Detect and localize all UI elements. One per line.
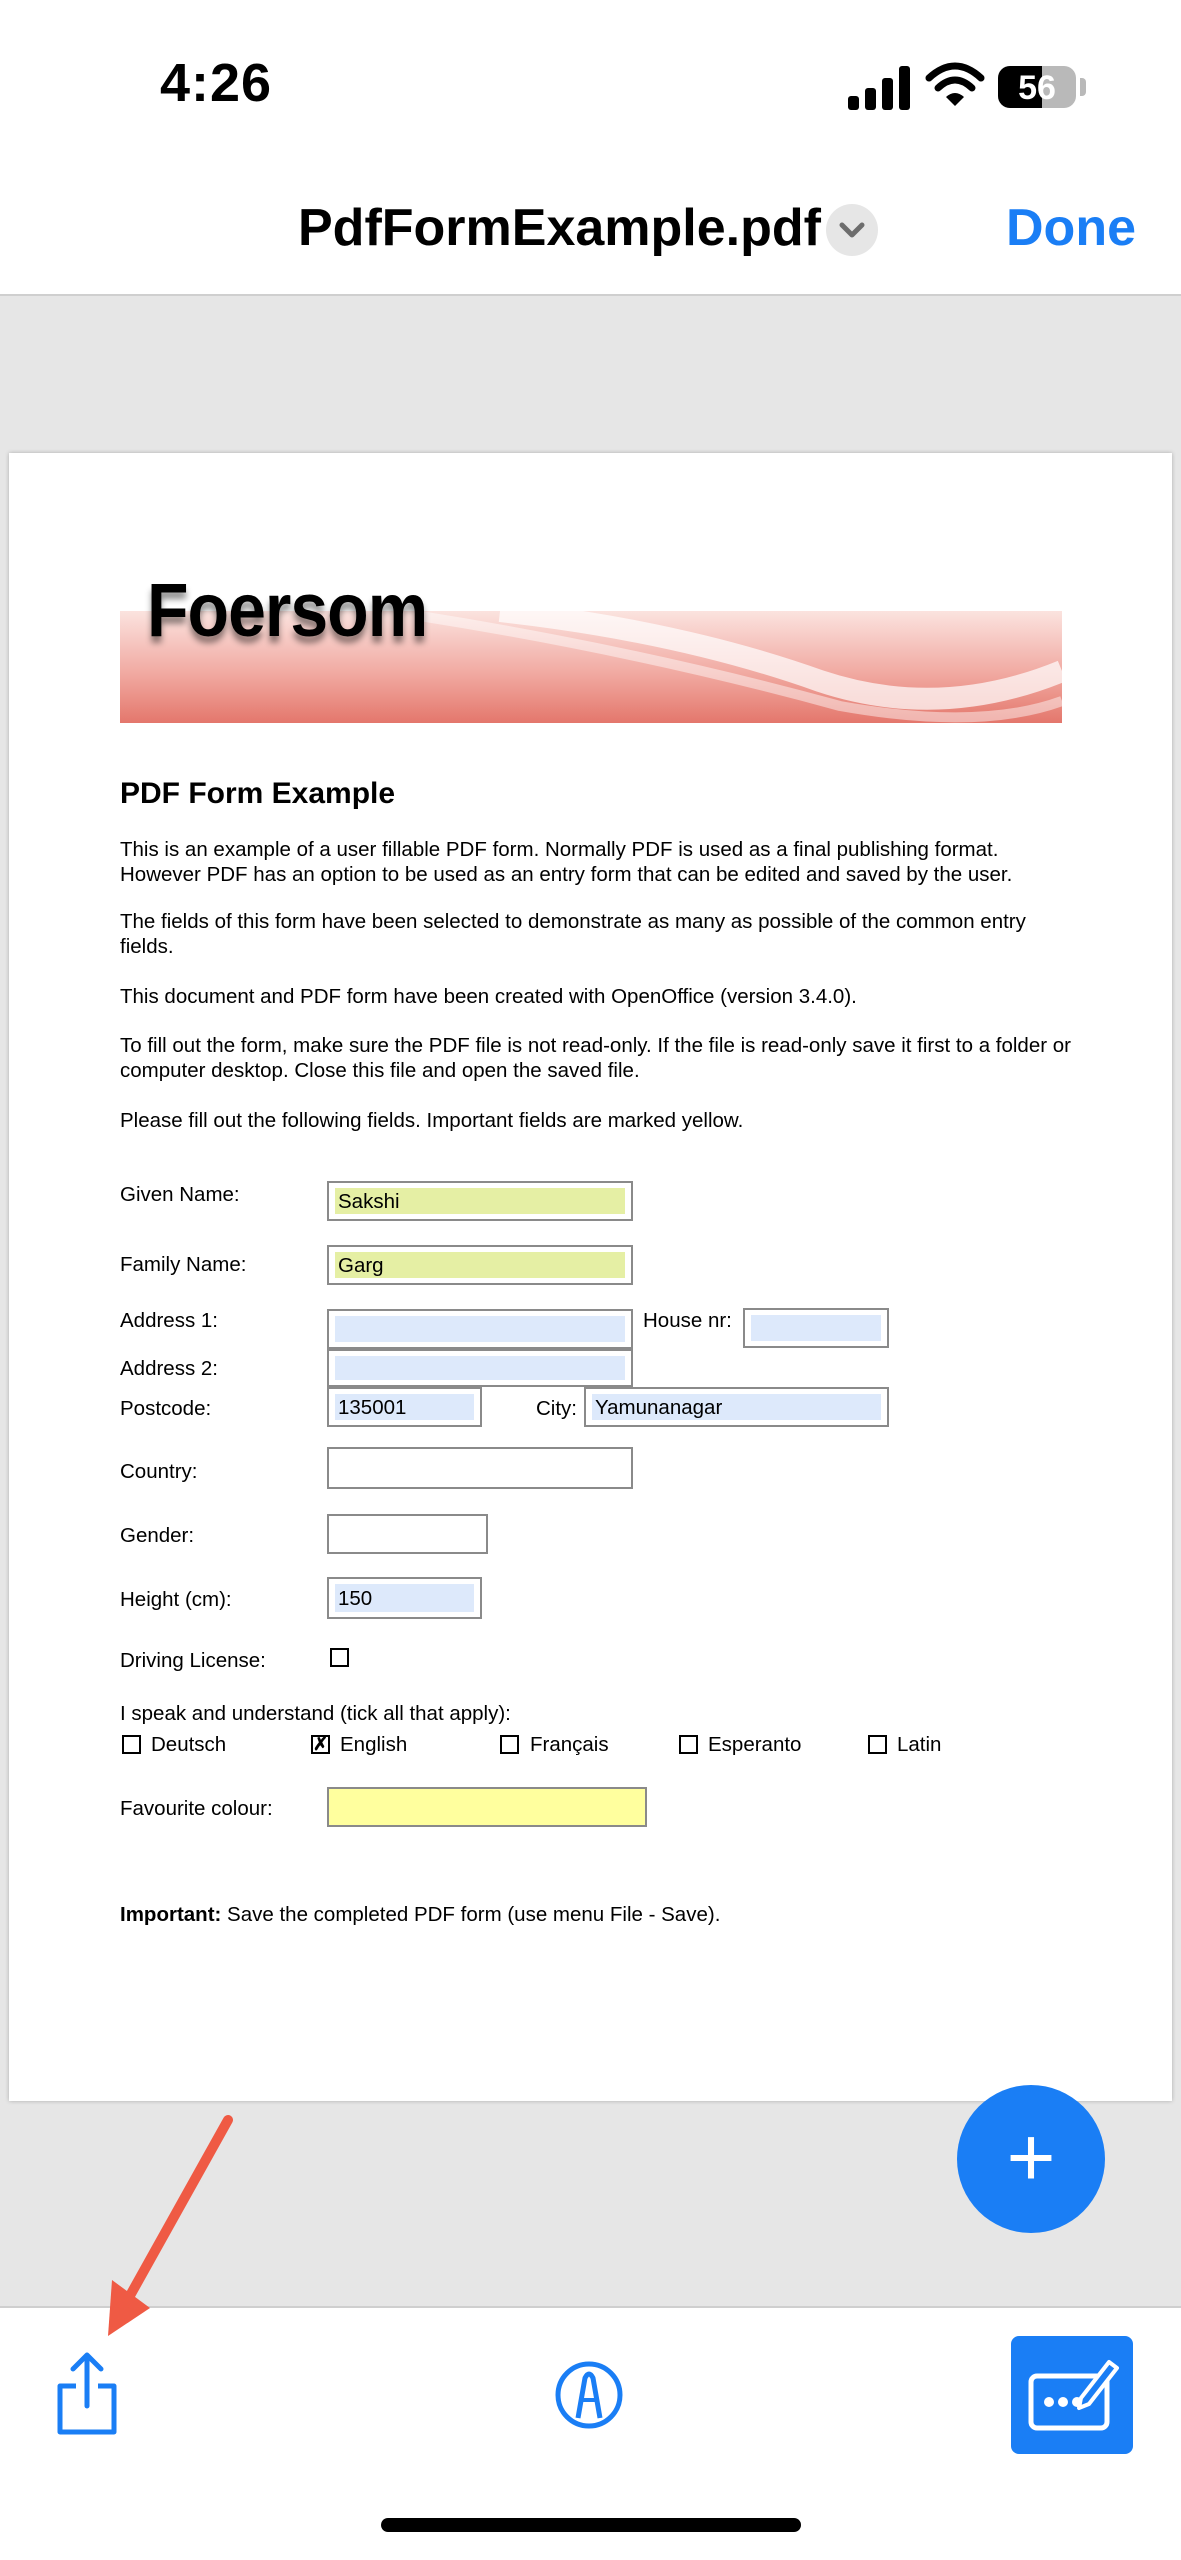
readonly-paragraph: To fill out the form, make sure the PDF file is not read-only. If the file is read-only save it first to a folder or computer desktop. Close this file and open the saved file.: [120, 1034, 1071, 1082]
postcode-field[interactable]: [327, 1387, 482, 1427]
english-checkbox[interactable]: [311, 1735, 330, 1754]
address1-field[interactable]: [327, 1309, 633, 1349]
status-time: 4:26: [160, 53, 273, 113]
family-name-value: Garg: [338, 1254, 384, 1277]
family-name-field[interactable]: [327, 1245, 633, 1285]
home-indicator: [381, 2518, 801, 2532]
battery-level: 56: [1018, 69, 1056, 107]
family-name-label: Family Name:: [120, 1253, 247, 1276]
address2-label: Address 2:: [120, 1357, 218, 1380]
latin-checkbox[interactable]: [868, 1735, 887, 1754]
esperanto-label: Esperanto: [708, 1733, 802, 1756]
instructions-paragraph: Please fill out the following fields. Important fields are marked yellow.: [120, 1109, 744, 1132]
address1-label: Address 1:: [120, 1309, 218, 1332]
checkmark: ✗: [313, 1734, 329, 1754]
francais-checkbox[interactable]: [500, 1735, 519, 1754]
languages-label: I speak and understand (tick all that apply):: [120, 1702, 511, 1725]
city-field[interactable]: [584, 1387, 889, 1427]
gender-label: Gender:: [120, 1524, 195, 1547]
esperanto-checkbox[interactable]: [679, 1735, 698, 1754]
city-value: Yamunanagar: [595, 1396, 723, 1419]
house-nr-field[interactable]: [743, 1308, 889, 1348]
intro-paragraph: This is an example of a user fillable PDF form. Normally PDF is used as a final publishing format. However PDF has an option to be used as an entry form that can be edited and saved by the user.: [120, 838, 1013, 886]
form-heading: PDF Form Example: [120, 777, 396, 810]
city-label: City:: [536, 1397, 577, 1420]
latin-label: Latin: [897, 1733, 942, 1756]
address2-field[interactable]: [327, 1349, 633, 1387]
form-fill-button[interactable]: [1011, 2336, 1133, 2454]
english-label: English: [340, 1733, 408, 1756]
house-nr-label: House nr:: [643, 1309, 732, 1332]
important-label: Important:: [120, 1903, 222, 1926]
favourite-colour-field[interactable]: [327, 1787, 647, 1827]
driving-license-label: Driving License:: [120, 1649, 266, 1672]
francais-label: Français: [530, 1733, 609, 1756]
share-icon[interactable]: [52, 2350, 122, 2436]
driving-license-checkbox[interactable]: [330, 1648, 349, 1667]
given-name-label: Given Name:: [120, 1183, 240, 1206]
postcode-value: 135001: [338, 1396, 407, 1419]
markup-pen-icon[interactable]: [554, 2360, 624, 2430]
document-title: PdfFormExample.pdf: [298, 199, 821, 257]
top-bar: [0, 0, 1181, 296]
important-text: Save the completed PDF form (use menu File - Save).: [221, 1903, 721, 1926]
favourite-colour-label: Favourite colour:: [120, 1797, 273, 1820]
add-annotation-button[interactable]: [957, 2085, 1105, 2233]
openoffice-paragraph: This document and PDF form have been created with OpenOffice (version 3.4.0).: [120, 985, 857, 1008]
wifi-icon: [925, 60, 985, 108]
deutsch-label: Deutsch: [151, 1733, 227, 1756]
done-button[interactable]: Done: [1006, 199, 1136, 257]
foersom-logo: Foersom: [147, 567, 428, 653]
important-note: [120, 1903, 720, 1927]
cellular-signal-icon: [846, 62, 916, 112]
postcode-label: Postcode:: [120, 1397, 212, 1420]
country-label: Country:: [120, 1460, 198, 1483]
battery-icon: [998, 66, 1076, 108]
height-field[interactable]: [327, 1577, 482, 1619]
chevron-down-icon: [826, 204, 878, 256]
battery-tip: [1080, 78, 1086, 96]
given-name-field[interactable]: [327, 1181, 633, 1221]
title-menu-button[interactable]: [826, 204, 878, 256]
red-annotation-arrow: [90, 2110, 250, 2340]
height-label: Height (cm):: [120, 1588, 232, 1611]
gender-field[interactable]: [327, 1514, 488, 1554]
country-field[interactable]: [327, 1447, 633, 1489]
height-value: 150: [338, 1587, 373, 1610]
fields-paragraph: The fields of this form have been selected to demonstrate as many as possible of the common entry fields.: [120, 910, 1026, 958]
form-fill-icon: [1025, 2350, 1119, 2440]
deutsch-checkbox[interactable]: [122, 1735, 141, 1754]
bottom-toolbar: [0, 2306, 1181, 2560]
plus-icon: +: [1006, 2110, 1056, 2204]
pdf-page: [9, 453, 1172, 2101]
given-name-value: Sakshi: [338, 1190, 400, 1213]
